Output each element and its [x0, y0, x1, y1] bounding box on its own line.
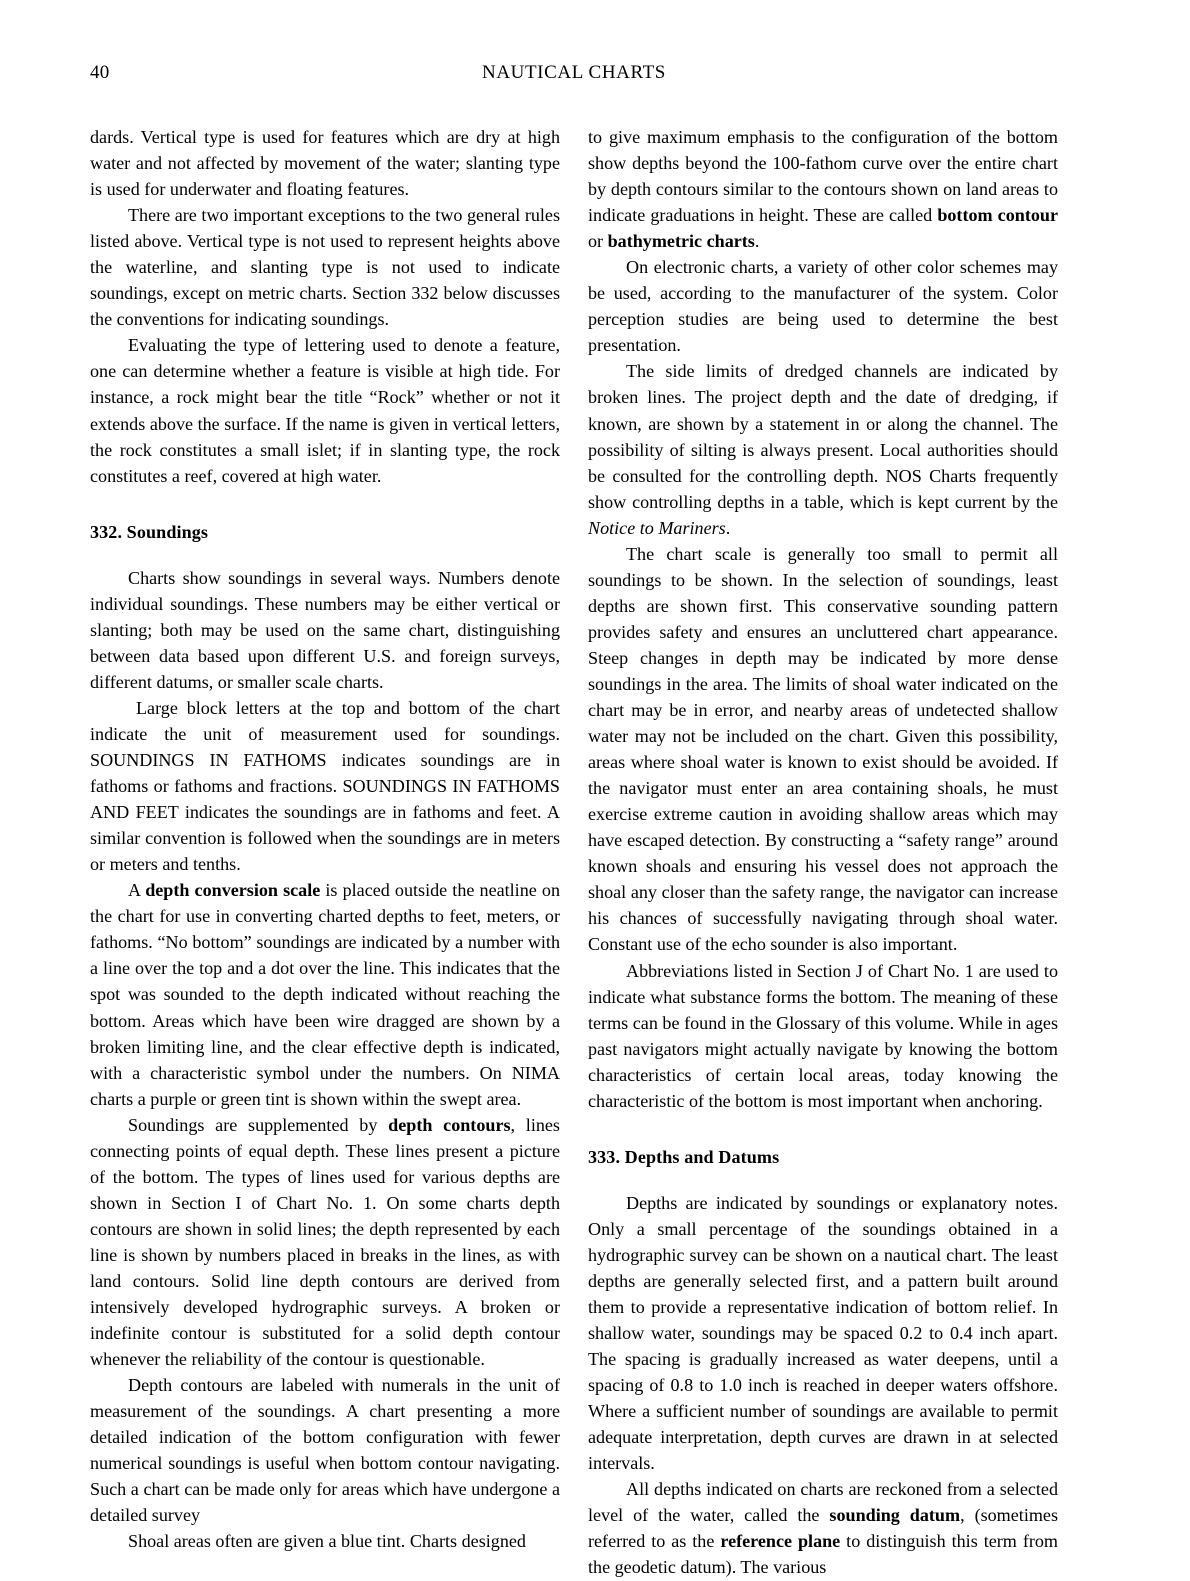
bold-term-depth-contours: depth contours [388, 1114, 511, 1135]
paragraph-charts-show-soundings: Charts show soundings in several ways. Numbers denote individual soundings. These numbers may be either vertical or slanting; both may be used on the same chart, distinguishing between data based upon different U.S. and foreign surveys, different datums, or smaller scale charts. [90, 567, 560, 692]
two-column-text-body [90, 124, 1059, 1578]
paragraph-rest-text: . [754, 231, 760, 252]
paragraph-continued-vertical-type: dards. Vertical type is used for features which are dry at high water and not affected by movement of the water; slanting type is used for underwater and floating features. [90, 127, 560, 200]
paragraph-shoal-blue-tint: Shoal areas often are given a blue tint. Charts designed [128, 1531, 526, 1552]
paragraph-lead-text: All depths indicated on charts are reckoned from a selected level of the water, called the [588, 1479, 1058, 1526]
paragraph-lead-text: Soundings are supplemented by [128, 1114, 389, 1135]
column-left [90, 124, 560, 1552]
paragraph-electronic-charts: On electronic charts, a variety of other color schemes may be used, according to the manufacturer of the system. Color perception studies are being used to determine the best presentation. [588, 257, 1058, 356]
running-head-title: NAUTICAL CHARTS [482, 62, 666, 83]
paragraph-lead-text: to give maximum emphasis to the configuration of the bottom show depths beyond the 100-fathom curve over the entire chart by depth contours similar to the contours shown on land areas to indicate graduations in height. These are called [588, 127, 1058, 226]
paragraph-rest-text: is placed outside the neatline on the chart for use in converting charted depths to feet, meters, or fathoms. “No bottom” soundings are indicated by a number with a line over the top and a dot over the line. This indicates that the spot was sounded to the depth indicated without reaching the bottom. Areas which have been wire dragged are shown by a broken limiting line, and the clear effective depth is indicated, with a characteristic symbol under the numbers. On NIMA charts a purple or green tint is shown within the swept area. [90, 880, 560, 1109]
paragraph-depths-indicated: Depths are indicated by soundings or explanatory notes. Only a small percentage of the soundings obtained in a hydrographic survey can be shown on a nautical chart. The least depths are generally selected first, and a pattern built around them to provide a representative indication of bottom relief. In shallow water, soundings may be spaced 0.2 to 0.4 inch apart. The spacing is gradually increased as water deepens, until a spacing of 0.8 to 1.0 inch is reached in deeper waters offshore. Where a sufficient number of soundings are available to permit adequate interpretation, depth curves are drawn in at selected intervals. [588, 1192, 1058, 1474]
paragraph-rest-text: . [725, 517, 731, 538]
paragraph-maximum-emphasis [588, 124, 1058, 254]
paragraph-depth-conversion-scale [90, 877, 560, 1111]
spacer-after-heading-332 [90, 545, 560, 565]
paragraph-abbreviations: Abbreviations listed in Section J of Chart No. 1 are used to indicate what substance forms the bottom. The meaning of these terms can be found in the Glossary of this volume. While in ages past navigators might actually navigate by knowing the bottom characteristics of certain local areas, today knowing the characteristic of the bottom is most important when anchoring. [588, 960, 1058, 1111]
column-right [588, 124, 1059, 1578]
paragraph-depth-contours [90, 1112, 560, 1372]
paragraph-large-block-letters: Large block letters at the top and bottom of the chart indicate the unit of measurement used for soundings. SOUNDINGS IN FATHOMS indicates soundings are in fathoms or fathoms and fractions. SOUNDINGS IN FATHOMS AND FEET indicates the soundings are in fathoms and feet. A similar convention is followed when the soundings are in meters or meters and tenths. [90, 697, 560, 875]
page-number: 40 [90, 62, 110, 83]
bold-term-depth-conversion-scale: depth conversion scale [145, 880, 321, 901]
paragraph-rest-text: to distinguish this term from the geodetic datum). The various [588, 1531, 1059, 1578]
paragraph-rest-text: , lines connecting points of equal depth. These lines present a picture of the bottom. The types of lines used for various depths are shown in Section I of Chart No. 1. On some charts depth contours are shown in solid lines; the depth represented by each line is shown by numbers placed in breaks in the lines, as with land contours. Solid line depth contours are derived from intensively developed hydrographic surveys. A broken or indefinite contour is substituted for a solid depth contour whenever the reliability of the contour is questionable. [90, 1114, 560, 1370]
spacer-before-heading-333 [588, 1114, 1058, 1144]
paragraph-evaluating-lettering: Evaluating the type of lettering used to denote a feature, one can determine whether a feature is visible at high tide. For instance, a rock might bear the title “Rock” whether or not it extends above the surface. If the name is given in vertical letters, the rock constitutes a small islet; if in slanting type, the rock constitutes a reef, covered at high water. [90, 335, 560, 486]
paragraph-sounding-datum [588, 1476, 1058, 1580]
paragraph-lead-text: A [128, 880, 146, 901]
bold-term-bottom-contour: bottom contour [937, 205, 1058, 226]
paragraph-middle-text: , (sometimes referred to as the [588, 1505, 1058, 1552]
spacer-after-heading-333 [588, 1170, 1058, 1190]
bold-term-bathymetric-charts: bathymetric charts [607, 231, 755, 252]
bold-term-reference-plane: reference plane [720, 1531, 841, 1552]
bold-term-sounding-datum: sounding datum [829, 1505, 961, 1526]
section-heading-332: 332. Soundings [90, 521, 209, 542]
paragraph-two-exceptions: There are two important exceptions to the two general rules listed above. Vertical type is not used to represent heights above the waterline, and slanting type is not used to indicate soundings, except on metric charts. Section 332 below discusses the conventions for indicating soundings. [90, 205, 560, 330]
paragraph-dredged-channels [588, 358, 1058, 540]
paragraph-lead-text: The side limits of dredged channels are indicated by broken lines. The project depth and the date of dredging, if known, are shown by a statement in or along the channel. The possibility of silting is always present. Local authorities should be consulted for the controlling depth. NOS Charts frequently show controlling depths in a table, which is kept current by the [588, 361, 1058, 512]
italic-title-notice-to-mariners: Notice to Mariners [588, 517, 726, 538]
running-head [90, 60, 1058, 86]
spacer-before-heading-332 [90, 489, 560, 519]
paragraph-middle-text: or [588, 231, 608, 252]
paragraph-chart-scale: The chart scale is generally too small to permit all soundings to be shown. In the selection of soundings, least depths are shown first. This conservative sounding pattern provides safety and ensures an uncluttered chart appearance. Steep changes in depth may be indicated by more dense soundings in the area. The limits of shoal water indicated on the chart may be in error, and nearby areas of undetected shallow water may not be included on the chart. Given this possibility, areas where shoal water is known to exist should be avoided. If the navigator must enter an area containing shoals, he must exercise extreme caution in avoiding shallow areas which may have escaped detection. By constructing a “safety range” around known shoals and ensuring his vessel does not approach the shoal any closer than the safety range, the navigator can increase his chances of successfully navigating through shoal water. Constant use of the echo sounder is also important. [588, 543, 1058, 955]
paragraph-contours-labeled: Depth contours are labeled with numerals in the unit of measurement of the soundings. A chart presenting a more detailed indication of the bottom configuration with fewer numerical soundings is useful when bottom contour navigating. Such a chart can be made only for areas which have undergone a detailed survey [90, 1375, 560, 1526]
section-heading-333: 333. Depths and Datums [588, 1146, 780, 1167]
